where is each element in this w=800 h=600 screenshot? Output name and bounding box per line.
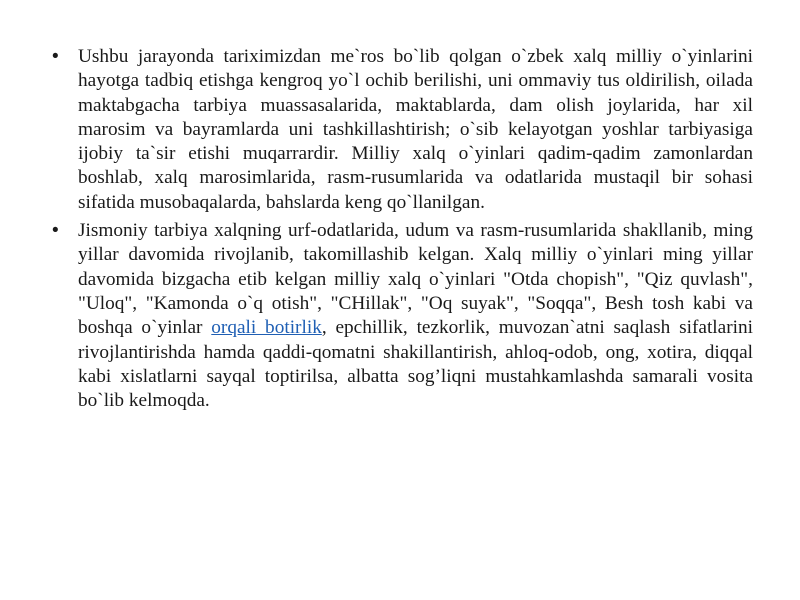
bullet-dot-icon: •	[52, 46, 59, 67]
bullet-text-1: Ushbu jarayonda tariximizdan me`ros bo`lib qolgan o`zbek xalq milliy o`yinlarini hayotga tadbiq etishga kengroq yo`l ochib berilishi, uni ommaviy tus oldirilish, oilada maktabgacha tarbiya muassasalarida, maktablarda, dam olish joylarida, har xil marosim va bayramlarda uni tashkillashtirish; o`sib kelayotgan yoshlar tarbiyasiga ijobiy ta`sir etishi muqarrardir. Milliy xalq o`yinlari qadim-qadim zamonlardan boshlab, xalq marosimlarida, rasm-rusumlarida va odatlarida mustaqil bir sohasi sifatida musobaqalarda, bahslarda keng qo`llanilgan.	[78, 46, 753, 213]
bullet-text-2-end: , epchillik, tezkorlik, muvozan`atni saqlash sifatlarini rivojlantirishda hamda qaddi-qomatni shakillantirish, ahloq-odob, ong, xotira, diqqal kabi xislatlarni sayqal toptirilsa, albatta sog’liqni mustahkamlashda samarali vosita bo`lib kelmoqda.	[78, 317, 753, 412]
bullet-text-2-start: Jismoniy tarbiya xalqning urf-odatlarida, udum va rasm-rusumlarida shakllanib, ming yillar davomida rivojlanib, takomillashib kelgan. Xalq milliy o`yinlari ming yillar davomida bizgacha etib kelgan milliy xalq o`yinlari "Otda chopish", "Qiz quvlash", "Uloq", "Kamonda o`q otish", "CHillak", "Oq suyak", "Soqqa", Besh tosh kabi va boshqa o`yinlar	[78, 220, 753, 339]
bullet-dot-icon: •	[52, 220, 59, 242]
bullet-item-1	[48, 45, 753, 215]
hyperlink-orqali-botirlik[interactable]: orqali botirlik	[211, 317, 322, 339]
bullet-item-2	[48, 219, 753, 413]
bullet-list	[48, 45, 753, 417]
